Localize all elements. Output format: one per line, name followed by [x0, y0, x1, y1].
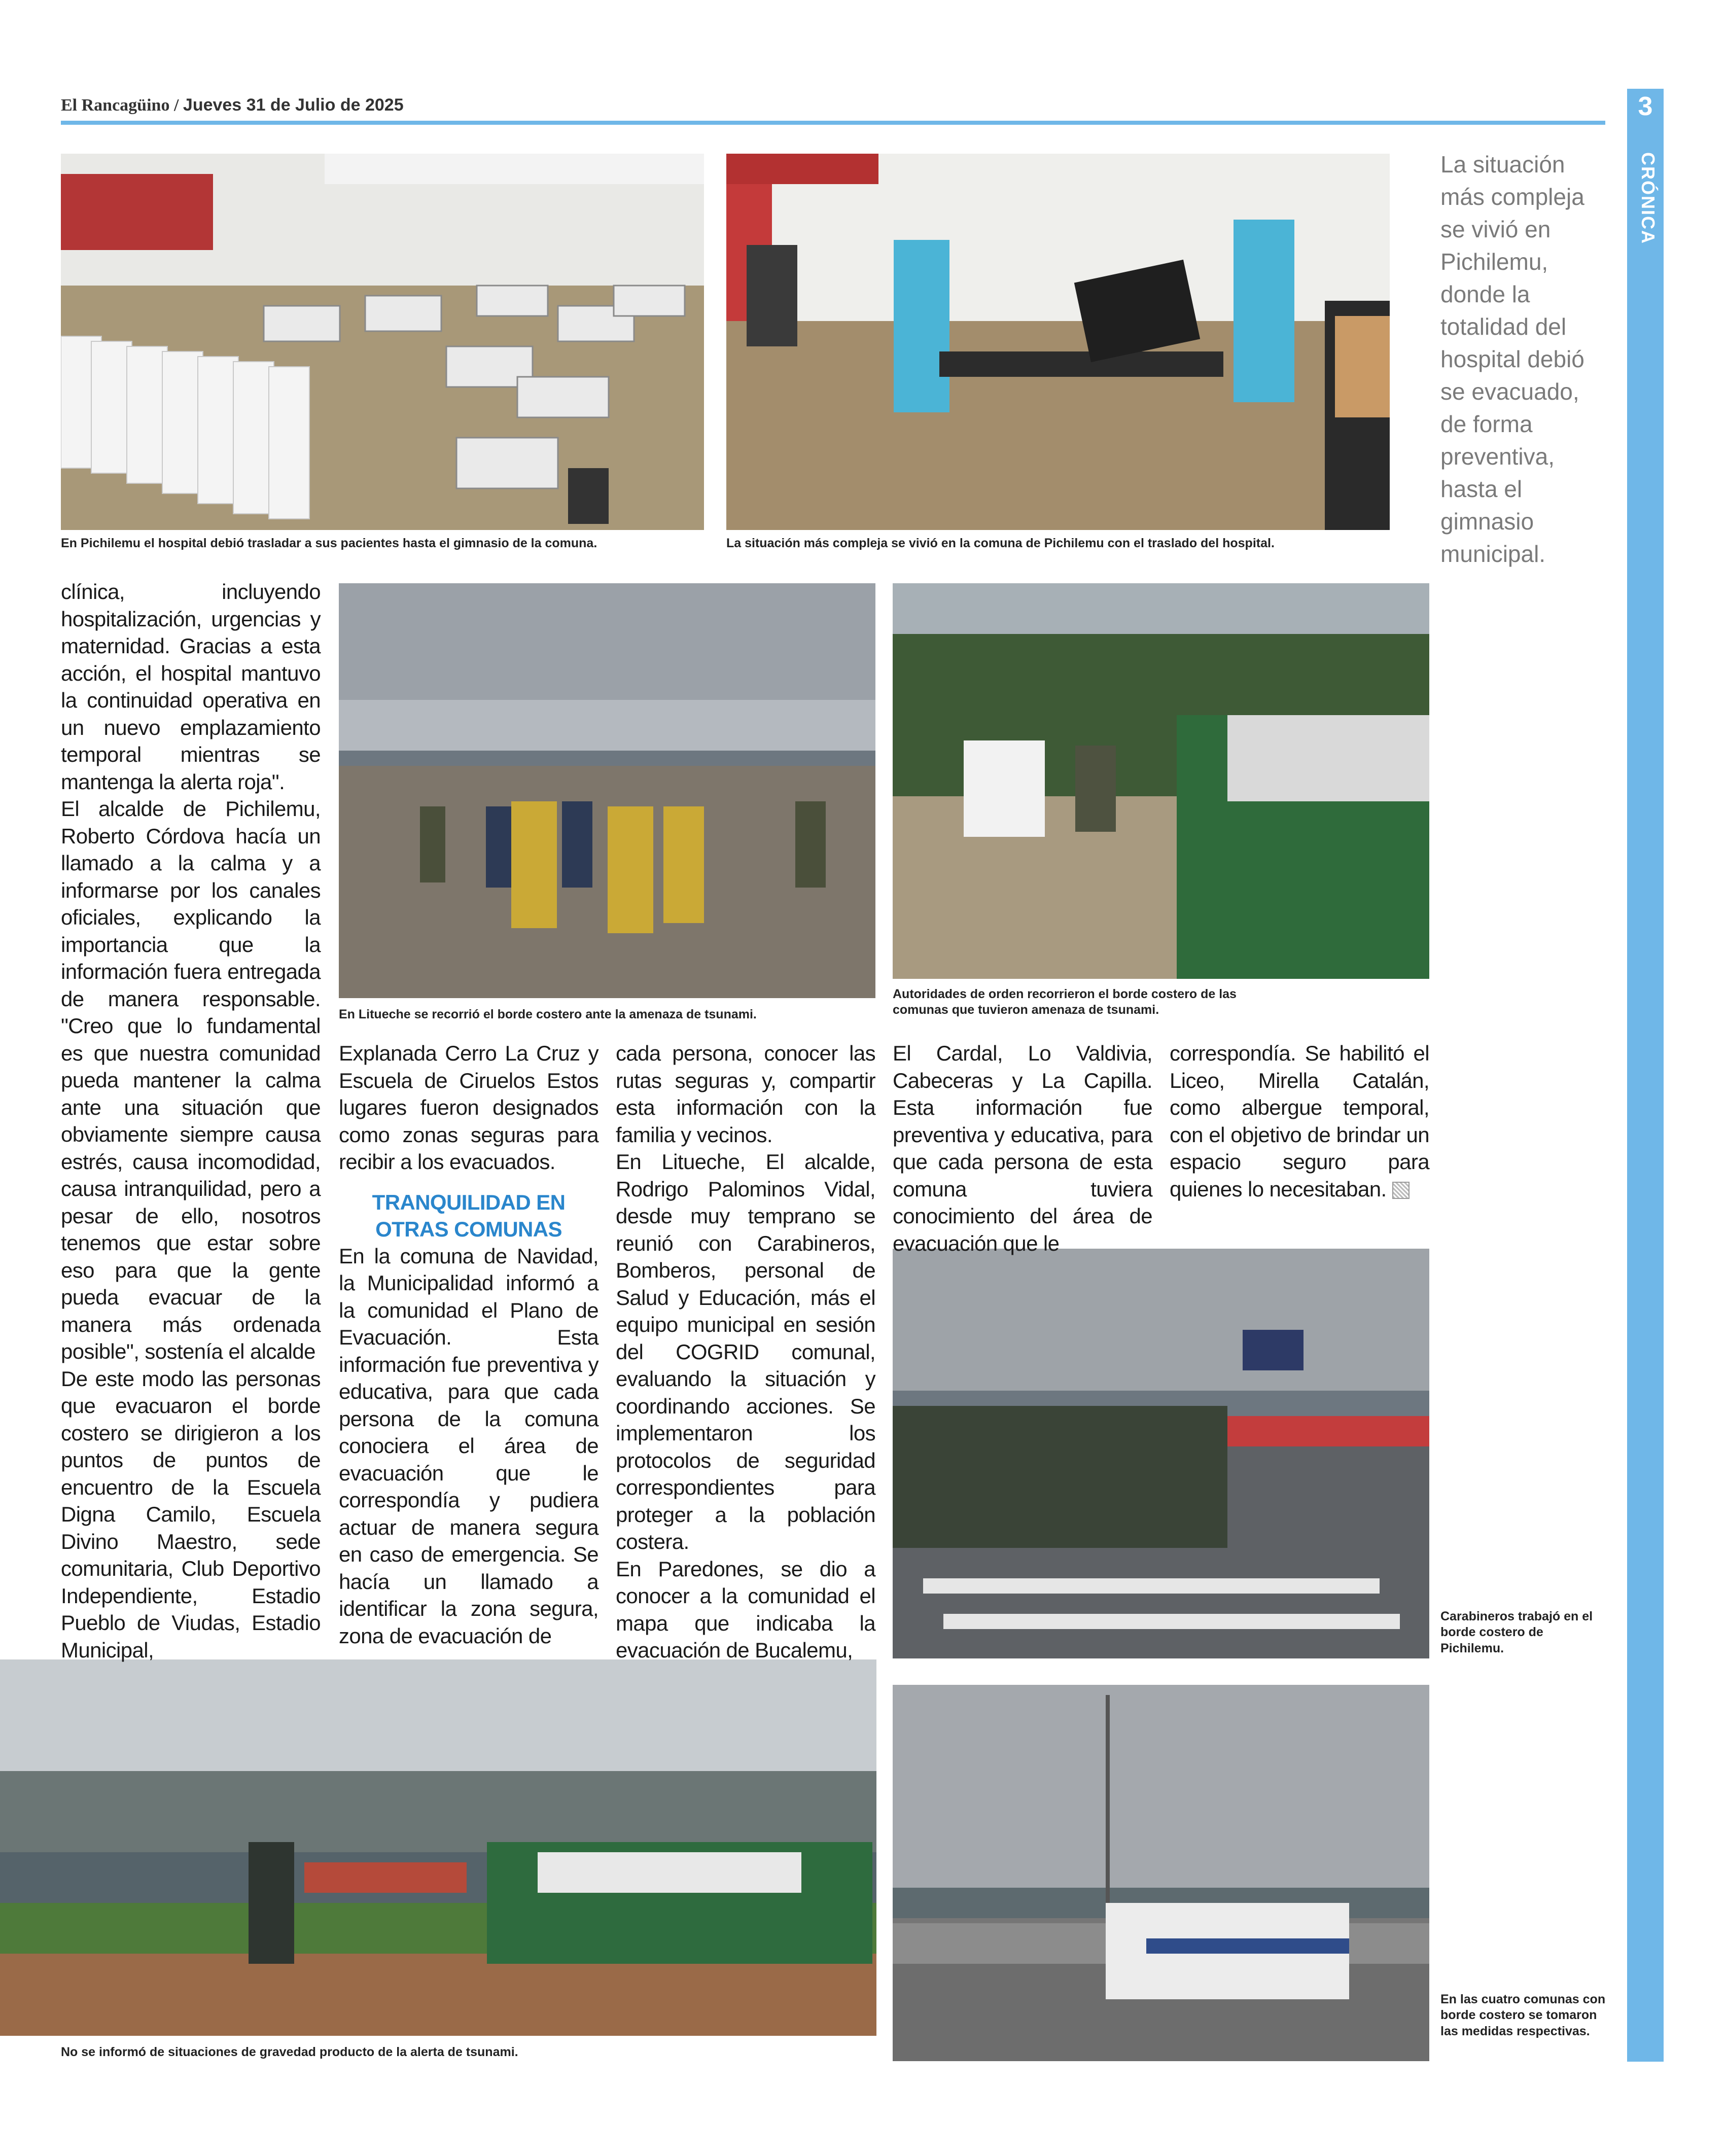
article-column-4	[893, 1040, 1152, 1257]
article-column-1	[61, 578, 321, 1664]
caption-carabineros-pichilemu: Carabineros trabajó en el borde costero de Pichilemu.	[1440, 1609, 1593, 1655]
caption-gym-hospital: En Pichilemu el hospital debió trasladar a sus pacientes hasta el gimnasio de la comuna.	[61, 536, 597, 550]
photo-no-gravedad	[0, 1659, 876, 2036]
photo-litueche-beach	[339, 583, 875, 998]
caption-stretcher: La situación más compleja se vivió en la comuna de Pichilemu con el traslado del hospital.	[726, 536, 1275, 550]
masthead	[61, 95, 404, 115]
section-label: CRÓNICA	[1638, 152, 1659, 244]
article-column-3	[616, 1040, 875, 1664]
article-column-5	[1170, 1040, 1429, 1203]
photo-carabineros-pichilemu	[893, 1249, 1429, 1658]
page-number: 3	[1638, 92, 1653, 121]
article-paragraph: cada persona, conocer las rutas seguras y, compartir esta información con la familia y vecinos.	[616, 1041, 875, 1147]
caption-litueche-beach: En Litueche se recorrió el borde costero ante la amenaza de tsunami.	[339, 1007, 757, 1021]
article-paragraph: clínica, incluyendo hospitalización, urgencias y maternidad. Gracias a esta acción, el hospital mantuvo la continuidad operativa en un nuevo emplazamiento temporal mientras se mantenga la alerta roja".	[61, 580, 321, 794]
article-column-2	[339, 1040, 598, 1649]
caption-authorities: Autoridades de orden recorrieron el borde costero de las comunas que tuvieron amenaza de tsunami.	[893, 987, 1237, 1017]
header-separator: /	[173, 96, 179, 115]
photo-gym-hospital	[61, 154, 704, 530]
caption-no-gravedad: No se informó de situaciones de gravedad producto de la alerta de tsunami.	[61, 2045, 518, 2059]
pull-quote: La situación más compleja se vivió en Pichilemu, donde la totalidad del hospital debió se evacuado, de forma preventiva, hasta el gimnasio municipal.	[1440, 151, 1584, 567]
end-mark-icon	[1392, 1182, 1410, 1199]
article-subhead: TRANQUILIDAD EN OTRAS COMUNAS	[372, 1190, 566, 1241]
article-paragraph: En la comuna de Navidad, la Municipalidad informó a la comunidad el Plano de Evacuación. Esta información fue preventiva y educativa, para que cada persona de la comuna conociera el área de evacuación que le correspondía y pudiera actuar de manera segura en caso de emergencia. Se hacía un llamado a identificar la zona segura, zona de evacuación de	[339, 1244, 598, 1648]
article-paragraph-text: correspondía. Se habilitó el Liceo, Mirella Catalán, como albergue temporal, con el objetivo de brindar un espacio seguro para quienes lo necesitaban.	[1170, 1041, 1429, 1201]
photo-authorities	[893, 583, 1429, 979]
article-paragraph: El Cardal, Lo Valdivia, Cabeceras y La Capilla. Esta información fue preventiva y educativa, para que cada persona de esta comuna tuviera conocimiento del área de evacuación que le	[893, 1041, 1152, 1255]
photo-stretcher	[726, 154, 1390, 530]
paper-name: El Rancagüino	[61, 96, 170, 115]
header-rule	[61, 121, 1605, 125]
article-paragraph	[1170, 1040, 1429, 1203]
article-paragraph: El alcalde de Pichilemu, Roberto Córdova hacía un llamado a la calma y a informarse por los canales oficiales, explicando la importancia que la información fuera entregada de manera responsable. "Creo que lo fundamental es que nuestra comunidad pueda mantener la calma ante una situación que obviamente siempre causa estrés, causa incomodidad, causa intranquilidad, pero a pesar de ello, nosotros tenemos que estar sobre eso para que la gente pueda evacuar de la manera más ordenada posible", sostenía el alcalde	[61, 797, 321, 1363]
section-sidebar	[1627, 89, 1664, 2062]
article-paragraph: En Litueche, El alcalde, Rodrigo Palominos Vidal, desde muy temprano se reunió con Carabineros, Bomberos, personal de Salud y Educación, más el equipo municipal en sesión del COGRID comunal, evaluando la situación y coordinando acciones. Se implementaron los protocolos de seguridad correspondientes para proteger a la población costera.	[616, 1150, 875, 1553]
caption-cuatro-comunas: En las cuatro comunas con borde costero se tomaron las medidas respectivas.	[1440, 1992, 1606, 2038]
article-paragraph: Explanada Cerro La Cruz y Escuela de Ciruelos Estos lugares fueron designados como zonas seguras para recibir a los evacuados.	[339, 1041, 598, 1174]
article-paragraph: De este modo las personas que evacuaron el borde costero se dirigieron a los puntos de puntos de encuentro de la Escuela Digna Camilo, Escuela Divino Maestro, sede comunitaria, Club Deportivo Independiente, Estadio Pueblo de Viudas, Estadio Municipal,	[61, 1366, 321, 1662]
article-paragraph: En Paredones, se dio a conocer a la comunidad el mapa que indicaba la evacuación de Bucalemu,	[616, 1557, 875, 1662]
issue-date: Jueves 31 de Julio de 2025	[183, 95, 404, 115]
photo-cuatro-comunas	[893, 1685, 1429, 2061]
